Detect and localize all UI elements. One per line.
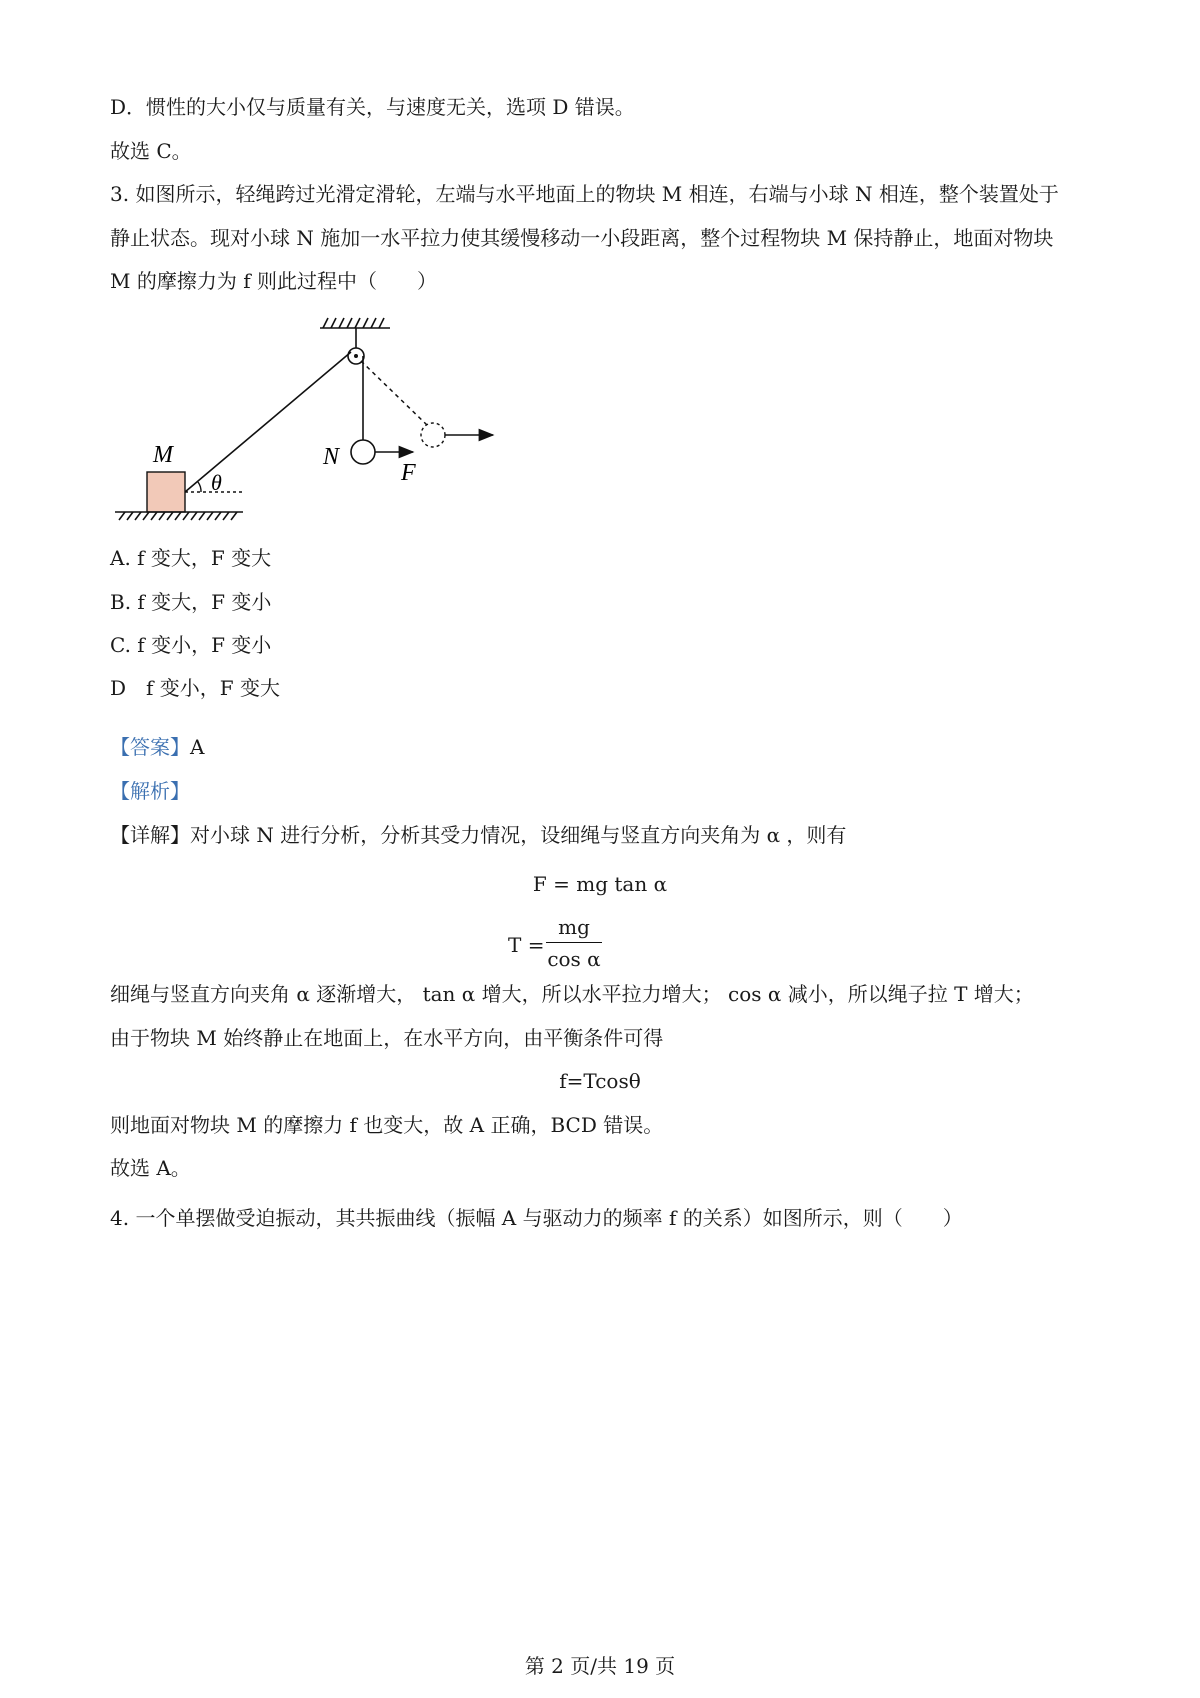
ball-n-moved [421, 423, 445, 447]
equation-2-denominator: cos α [547, 947, 601, 971]
angle-arc [198, 482, 201, 492]
detail-text: 对小球 N 进行分析，分析其受力情况，设细绳与竖直方向夹角为 α ，则有 [190, 823, 847, 847]
question-3-line-3: M 的摩擦力为 f 则此过程中（ ） [110, 269, 437, 293]
analysis-tag: 【解析】 [110, 779, 190, 803]
ground [115, 512, 243, 520]
rope-to-block [185, 352, 351, 492]
question-3-line-2: 静止状态。现对小球 N 施加一水平拉力使其缓慢移动一小段距离，整个过程物块 M 保持静止，地面对物块 [110, 226, 1054, 250]
answer-tag: 【答案】 [110, 735, 190, 759]
page-footer: 第 2 页/共 19 页 [524, 1654, 676, 1678]
fraction-bar [546, 942, 602, 943]
option-c: C. f 变小，F 变小 [110, 633, 272, 657]
label-n: N [323, 444, 340, 470]
option-b: B. f 变大，F 变小 [110, 590, 272, 614]
detail-line [110, 821, 846, 849]
body-paragraph-4: 故选 A。 [110, 1156, 191, 1180]
option-d: D f 变小，F 变大 [110, 676, 281, 700]
dashed-rope [361, 361, 427, 425]
option-a: A. f 变大，F 变大 [110, 546, 272, 570]
question-3-line-1: 3. 如图所示，轻绳跨过光滑定滑轮，左端与水平地面上的物块 M 相连，右端与小球 N 相连，整个装置处于 [110, 182, 1059, 206]
equation-3: f=Tcosθ [559, 1069, 641, 1093]
label-f: F [401, 460, 416, 486]
body-paragraph-2: 由于物块 M 始终静止在地面上，在水平方向，由平衡条件可得 [110, 1026, 664, 1050]
pulley-diagram [105, 312, 525, 534]
ceiling-support [320, 318, 390, 349]
equation-1: F = mg tan α [532, 872, 668, 896]
text-line-choose-c: 故选 C。 [110, 139, 192, 163]
detail-tag: 【详解】 [110, 823, 190, 847]
answer-line [110, 733, 204, 761]
block-m [147, 472, 185, 512]
equation-2-lhs: T = [508, 933, 545, 957]
body-paragraph-1: 细绳与竖直方向夹角 α 逐渐增大， tan α 增大，所以水平拉力增大； cos α 减小，所以绳子拉 T 增大； [110, 982, 1034, 1006]
answer-value: A [190, 735, 205, 759]
question-4: 4. 一个单摆做受迫振动，其共振曲线（振幅 A 与驱动力的频率 f 的关系）如图所示，则（ ） [110, 1206, 963, 1230]
label-m: M [153, 442, 173, 468]
label-theta: θ [211, 470, 222, 495]
body-paragraph-3: 则地面对物块 M 的摩擦力 f 也变大，故 A 正确，BCD 错误。 [110, 1113, 664, 1137]
ball-n [351, 440, 375, 464]
equation-2-numerator: mg [558, 915, 590, 939]
text-line-option-d-conclusion: D．惯性的大小仅与质量有关，与速度无关，选项 D 错误。 [110, 95, 635, 119]
